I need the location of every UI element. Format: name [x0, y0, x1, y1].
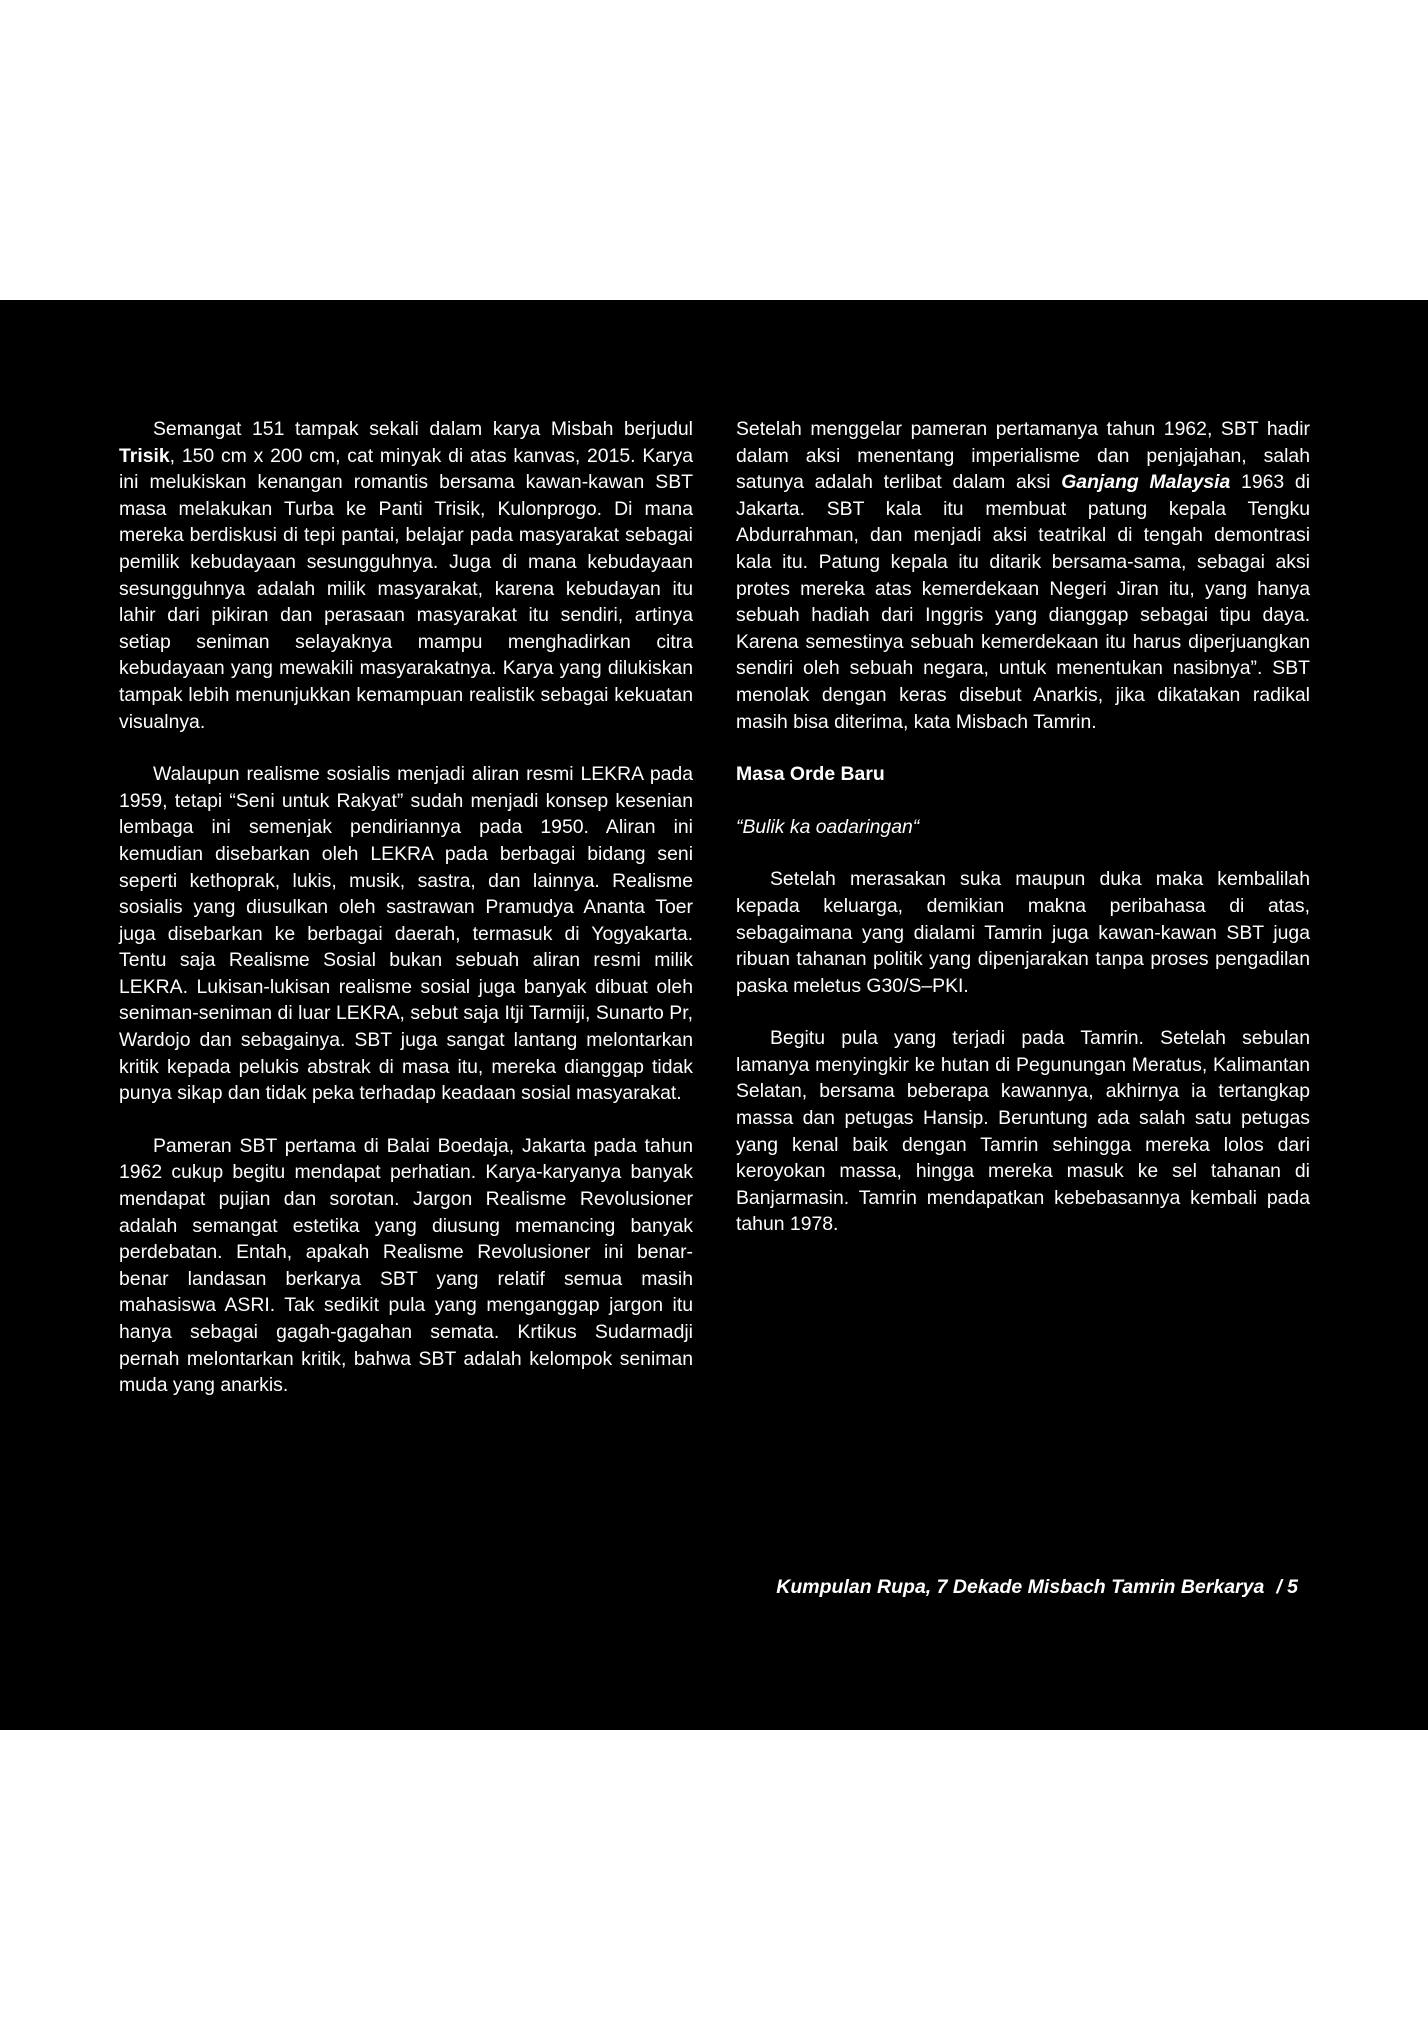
- paragraph-keluarga: Setelah merasakan suka maupun duka maka kembalilah kepada keluarga, demikian makna peribahasa di atas, sebagaimana yang dialami Tamrin juga kawan-kawan SBT juga ribuan tahanan politik yang dipenjarakan tanpa proses pengadilan paska meletus G30/S–PKI.: [736, 868, 1310, 997]
- paragraph-tamrin: Begitu pula yang terjadi pada Tamrin. Setelah sebulan lamanya menyingkir ke hutan di Pegunungan Meratus, Kalimantan Selatan, bersama beberapa kawannya, akhirnya ia tertangkap massa dan petugas Hansip. Beruntung ada salah satu petugas yang kenal baik dengan Tamrin sehingga mereka lolos dari keroyokan massa, hingga mereka masuk ke sel tahanan di Banjarmasin. Tamrin mendapatkan kebebasannya kembali pada tahun 1978.: [736, 1027, 1310, 1236]
- left-column: [119, 416, 693, 1399]
- proverb-quote: “Bulik ka oadaringan“: [736, 815, 920, 838]
- paragraph-text: 1963 di Jakarta. SBT kala itu membuat patung kepala Tengku Abdurrahman, dan menjadi aksi teatrikal di tengah demontrasi kala itu. Patung kepala itu ditarik bersama-sama, sebagai aksi protes mereka atas kemerdekaan Negeri Jiran itu, yang hanya sebuah hadiah dari Inggris yang dianggap sebagai tipu daya. Karena semestinya sebuah kemerdekaan itu harus diperjuangkan sendiri oleh sebuah negara, untuk menentukan nasibnya”. SBT menolak dengan keras disebut Anarkis, jika dikatakan radikal masih bisa diterima, kata Misbach Tamrin.: [736, 471, 1310, 733]
- black-panel: [0, 300, 1428, 1730]
- artwork-title: Trisik: [119, 444, 170, 467]
- paragraph-pameran: Pameran SBT pertama di Balai Boedaja, Jakarta pada tahun 1962 cukup begitu mendapat perhatian. Karya-karyanya banyak mendapat pujian dan sorotan. Jargon Realisme Revolusioner adalah semangat estetika yang diusung memancing banyak perdebatan. Entah, apakah Realisme Revolusioner ini benar-benar landasan berkarya SBT yang relatif semua masih mahasiswa ASRI. Tak sedikit pula yang menganggap jargon itu hanya sebagai gagah-gagahan semata. Krtikus Sudarmadji pernah melontarkan kritik, bahwa SBT adalah kelompok seniman muda yang anarkis.: [119, 1134, 693, 1397]
- paragraph-trisik: [119, 416, 693, 735]
- paragraph-ganjang: [736, 416, 1310, 735]
- section-heading: Masa Orde Baru: [736, 763, 885, 786]
- paragraph-realisme: Walaupun realisme sosialis menjadi aliran resmi LEKRA pada 1959, tetapi “Seni untuk Rakyat” sudah menjadi konsep kesenian lembaga ini semenjak pendiriannya pada 1950. Aliran ini kemudian disebarkan oleh LEKRA pada berbagai bidang seni seperti kethoprak, lukis, musik, sastra, dan lainnya. Realisme sosialis yang diusulkan oleh sastrawan Pramudya Ananta Toer juga disebarkan ke berbagai daerah, termasuk di Yogyakarta. Tentu saja Realisme Sosial bukan sebuah aliran resmi milik LEKRA. Lukisan-lukisan realisme sosial juga banyak dibuat oleh seniman-seniman di luar LEKRA, sebut saja Itji Tarmiji, Sunarto Pr, Wardojo dan sebagainya. SBT juga sangat lantang melontarkan kritik kepada pelukis abstrak di masa itu, mereka dianggap tidak punya sikap dan tidak peka terhadap keadaan sosial masyarakat.: [119, 763, 693, 1105]
- paragraph-text: Setelah menggelar pameran pertamanya tahun 1962, SBT hadir dalam aksi menentang imperialisme dan penjajahan, salah satunya adalah terlibat dalam aksi: [736, 418, 1310, 494]
- page-number: / 5: [1276, 1576, 1298, 1598]
- event-name: Ganjang Malaysia: [1061, 471, 1231, 494]
- paragraph-text: Semangat 151 tampak sekali dalam karya Misbah berjudul: [153, 418, 693, 440]
- paragraph-text: , 150 cm x 200 cm, cat minyak di atas kanvas, 2015. Karya ini melukiskan kenangan romantis bersama kawan-kawan SBT masa melakukan Turba ke Panti Trisik, Kulonprogo. Di mana mereka berdiskusi di tepi pantai, belajar pada masyarakat sebagai pemilik kebudayaan sesungguhnya. Juga di mana kebudayaan sesungguhnya adalah milik masyarakat, karena kebudayan itu lahir dari pikiran dan perasaan masyarakat itu sendiri, artinya setiap seniman selayaknya mampu menghadirkan citra kebudayaan yang mewakili masyarakatnya. Karya yang dilukiskan tampak lebih menunjukkan kemampuan realistik sebagai kekuatan visualnya.: [119, 444, 693, 733]
- right-column: [736, 416, 1310, 1238]
- book-title: Kumpulan Rupa, 7 Dekade Misbach Tamrin Berkarya: [776, 1576, 1265, 1598]
- page-footer: [776, 1576, 1298, 1599]
